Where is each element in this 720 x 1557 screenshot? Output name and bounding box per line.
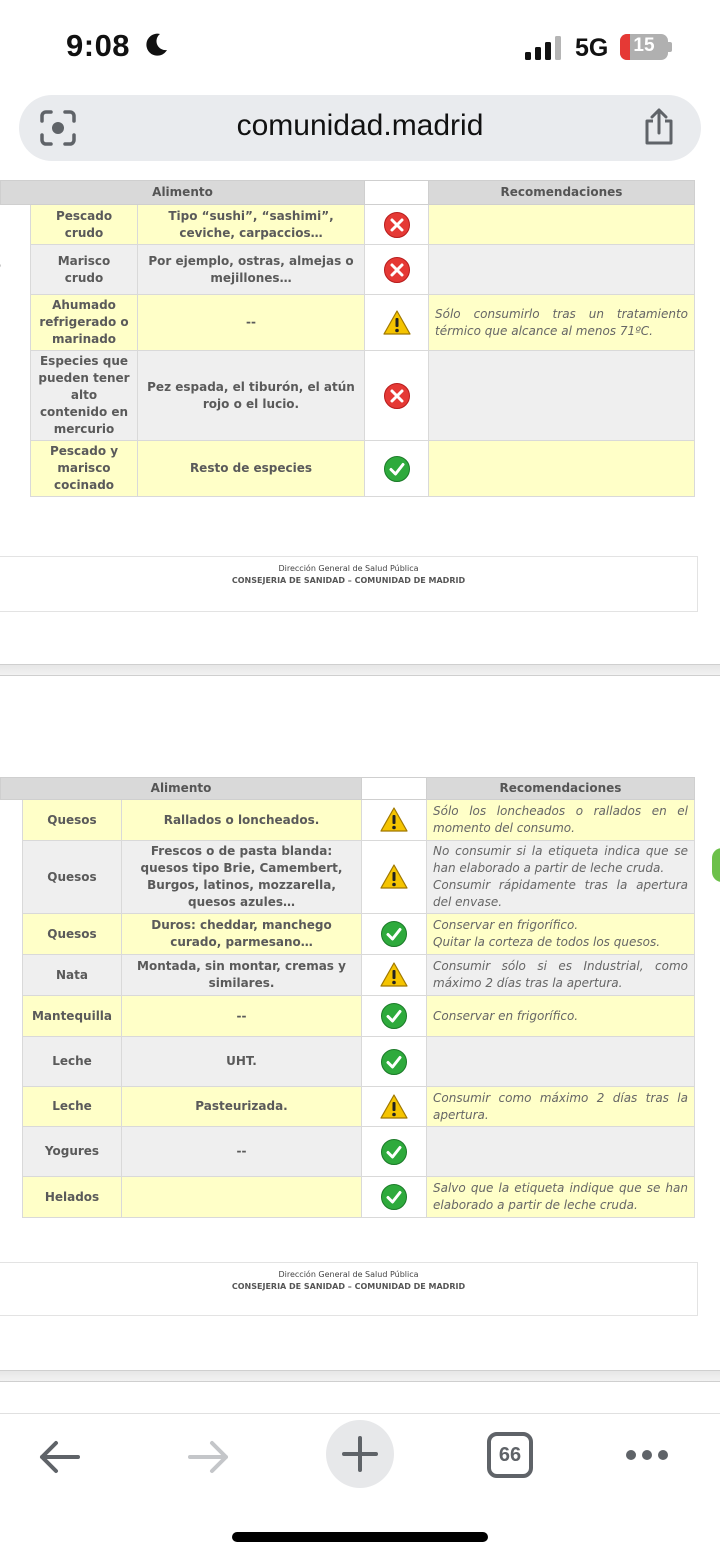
table-row	[1, 1177, 695, 1218]
food-name: Quesos	[23, 914, 122, 955]
food-name: Mantequilla	[23, 996, 122, 1037]
recommendation: Consumir como máximo 2 días tras la apertura.	[427, 1087, 695, 1127]
more-options-icon[interactable]	[624, 1444, 670, 1466]
green-check-icon	[380, 1048, 408, 1076]
table-row	[1, 245, 695, 295]
footer-line-1: Dirección General de Salud Pública	[278, 1270, 419, 1279]
food-detail: Pasteurizada.	[122, 1087, 362, 1127]
food-name: Leche	[23, 1037, 122, 1087]
food-name: Pescado crudo	[31, 205, 138, 245]
food-detail: Por ejemplo, ostras, almejas o mejillones…	[138, 245, 365, 295]
clock: 9:08	[66, 28, 131, 63]
table-row	[1, 841, 695, 914]
food-detail: Montada, sin montar, cremas y similares.	[122, 955, 362, 996]
network-type: 5G	[575, 34, 609, 62]
moon-icon	[142, 31, 170, 59]
page-separator	[0, 1370, 720, 1382]
status-bar	[0, 0, 720, 90]
address-bar[interactable]	[19, 95, 701, 161]
food-detail: UHT.	[122, 1037, 362, 1087]
new-tab-button[interactable]	[326, 1420, 394, 1488]
food-detail: Duros: cheddar, manchego curado, parmesano…	[122, 914, 362, 955]
food-detail: --	[122, 1127, 362, 1177]
url-text[interactable]: comunidad.madrid	[236, 109, 484, 142]
header-food: Alimento	[1, 778, 362, 800]
food-name: Marisco crudo	[31, 245, 138, 295]
green-check-icon	[383, 455, 411, 483]
recommendation: Sólo los loncheados o rallados en el momento del consumo.	[427, 800, 695, 841]
page-footer	[0, 1262, 698, 1316]
recommendation	[429, 245, 695, 295]
recommendation	[427, 1127, 695, 1177]
table-row	[1, 1127, 695, 1177]
green-check-icon	[380, 1138, 408, 1166]
recommendation	[429, 205, 695, 245]
food-name: Quesos	[23, 841, 122, 914]
warning-icon	[380, 961, 408, 989]
recommendation: Conservar en frigorífico. Quitar la corteza de todos los quesos.	[427, 914, 695, 955]
battery-level: 15	[633, 35, 655, 56]
recommendation: Sólo consumirlo tras un tratamiento térmico que alcance al menos 71ºC.	[429, 295, 695, 351]
red-x-icon	[383, 256, 411, 284]
warning-icon	[380, 863, 408, 891]
table-row	[1, 295, 695, 351]
back-arrow-icon[interactable]	[36, 1434, 82, 1480]
table-row	[1, 351, 695, 441]
recommendation: No consumir si la etiqueta indica que se han elaborado a partir de leche cruda. Consumir rápidamente tras la apertura del envase.	[427, 841, 695, 914]
header-food: Alimento	[1, 181, 365, 205]
food-detail: --	[122, 996, 362, 1037]
header-recommendations: Recomendaciones	[429, 181, 695, 205]
table-row	[1, 996, 695, 1037]
warning-icon	[383, 309, 411, 337]
recommendation: Salvo que la etiqueta indique que se han elaborado a partir de leche cruda.	[427, 1177, 695, 1218]
recommendation: Conservar en frigorífico.	[427, 996, 695, 1037]
food-name: Helados	[23, 1177, 122, 1218]
food-detail: Pez espada, el tiburón, el atún rojo o el lucio.	[138, 351, 365, 441]
food-detail: Resto de especies	[138, 441, 365, 497]
recommendation	[427, 1037, 695, 1087]
green-check-icon	[380, 1183, 408, 1211]
share-icon[interactable]	[641, 107, 677, 147]
table-row	[1, 914, 695, 955]
document-page-2	[0, 677, 720, 1369]
food-detail: Tipo “sushi”, “sashimi”, ceviche, carpaccios…	[138, 205, 365, 245]
footer-line-2: CONSEJERIA DE SANIDAD – COMUNIDAD DE MADRID	[231, 1282, 466, 1291]
warning-icon	[380, 806, 408, 834]
food-name: Leche	[23, 1087, 122, 1127]
table-row	[1, 1087, 695, 1127]
battery-tip	[668, 42, 672, 52]
floating-indicator[interactable]	[712, 848, 720, 882]
food-name: Nata	[23, 955, 122, 996]
food-detail: Frescos o de pasta blanda: quesos tipo Brie, Camembert, Burgos, latinos, mozzarella, quesos azules…	[122, 841, 362, 914]
footer-line-1: Dirección General de Salud Pública	[278, 564, 419, 573]
food-name: Pescado y marisco cocinado	[31, 441, 138, 497]
battery-icon	[620, 34, 668, 60]
red-x-icon	[383, 382, 411, 410]
header-recommendations: Recomendaciones	[427, 778, 695, 800]
red-x-icon	[383, 211, 411, 239]
green-check-icon	[380, 920, 408, 948]
table-row	[1, 1037, 695, 1087]
food-detail	[122, 1177, 362, 1218]
recommendation	[429, 351, 695, 441]
page-footer	[0, 556, 698, 612]
table-row	[1, 205, 695, 245]
food-table-fish	[0, 180, 695, 497]
food-detail: --	[138, 295, 365, 351]
food-name: Quesos	[23, 800, 122, 841]
table-header	[1, 181, 695, 205]
signal-icon	[525, 36, 563, 60]
food-table-dairy	[0, 777, 695, 1218]
warning-icon	[380, 1093, 408, 1121]
food-name: Especies que pueden tener alto contenido en mercurio	[31, 351, 138, 441]
document-page-1	[0, 170, 720, 662]
tab-switcher-button[interactable]: 66	[487, 1432, 533, 1478]
food-name: Yogures	[23, 1127, 122, 1177]
food-detail: Rallados o loncheados.	[122, 800, 362, 841]
forward-arrow-icon[interactable]	[186, 1434, 232, 1480]
table-row	[1, 955, 695, 996]
plus-icon	[340, 1434, 380, 1474]
table-row	[1, 441, 695, 497]
table-header	[1, 778, 695, 800]
page-separator	[0, 664, 720, 676]
footer-line-2: CONSEJERIA DE SANIDAD – COMUNIDAD DE MADRID	[231, 576, 466, 585]
food-name: Ahumado refrigerado o marinado	[31, 295, 138, 351]
recommendation: Consumir sólo si es Industrial, como máximo 2 días tras la apertura.	[427, 955, 695, 996]
recommendation	[429, 441, 695, 497]
home-indicator[interactable]	[232, 1532, 488, 1542]
green-check-icon	[380, 1002, 408, 1030]
table-row	[1, 800, 695, 841]
